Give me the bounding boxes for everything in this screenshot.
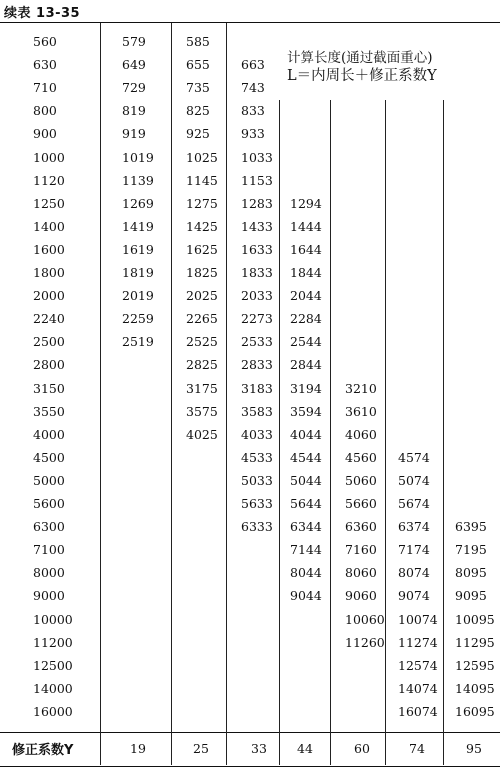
inner-circumference-cell: 12500 — [33, 657, 73, 673]
calculated-length-cell: 2533 — [241, 334, 273, 350]
column-rule — [171, 23, 172, 765]
calculated-length-cell: 729 — [122, 80, 146, 96]
calculated-length-cell: 3610 — [345, 403, 377, 419]
inner-circumference-cell: 11200 — [33, 634, 73, 650]
calculated-length-cell: 825 — [186, 103, 210, 119]
calculated-length-cell: 14095 — [455, 680, 495, 696]
calculated-length-cell: 585 — [186, 34, 210, 49]
correction-factor-value: 95 — [466, 741, 482, 756]
calculated-length-cell: 1153 — [241, 172, 273, 188]
calculated-length-cell: 1444 — [290, 218, 322, 234]
correction-factor-value: 33 — [251, 741, 267, 756]
calculated-length-cell: 3194 — [290, 380, 322, 396]
inner-circumference-cell: 2240 — [33, 311, 65, 327]
calculated-length-cell: 2044 — [290, 288, 322, 304]
calculated-length-cell: 6333 — [241, 519, 273, 535]
calculated-length-cell: 10095 — [455, 611, 495, 627]
footer-rule — [0, 732, 500, 733]
inner-circumference-cell: 2800 — [33, 357, 65, 373]
calculated-length-cell: 735 — [186, 80, 210, 96]
calculated-length-cell: 4533 — [241, 449, 273, 465]
calculated-length-cell: 2844 — [290, 357, 322, 373]
calculated-length-cell: 6395 — [455, 519, 487, 535]
calculated-length-cell: 5044 — [290, 472, 322, 488]
calculated-length-cell: 2825 — [186, 357, 218, 373]
inner-circumference-cell: 1600 — [33, 241, 65, 257]
calculated-length-cell: 1269 — [122, 195, 154, 211]
calculated-length-cell: 9095 — [455, 588, 487, 604]
calculated-length-cell: 1625 — [186, 241, 218, 257]
correction-factor-value: 44 — [297, 741, 313, 756]
calculated-length-cell: 7160 — [345, 542, 377, 558]
correction-factor-label: 修正系数Y — [12, 743, 74, 758]
calculated-length-cell: 1644 — [290, 241, 322, 257]
calculated-length-cell: 5074 — [398, 472, 430, 488]
calculated-length-cell: 1275 — [186, 195, 218, 211]
calculated-length-cell: 1019 — [122, 149, 154, 165]
calculated-length-cell: 5033 — [241, 472, 273, 488]
calculated-length-cell: 1619 — [122, 241, 154, 257]
calculated-length-cell: 2544 — [290, 334, 322, 350]
calculated-length-cell: 2019 — [122, 288, 154, 304]
calculated-length-cell: 1825 — [186, 265, 218, 280]
calculated-length-cell: 4033 — [241, 426, 273, 442]
calculated-length-cell: 1833 — [241, 265, 273, 280]
inner-circumference-cell: 4500 — [33, 449, 65, 465]
calculated-length-cell: 1844 — [290, 265, 322, 280]
column-rule — [385, 100, 386, 765]
calculated-length-cell: 1425 — [186, 218, 218, 234]
calculated-length-cell: 8060 — [345, 565, 377, 581]
calculated-length-cell: 6344 — [290, 519, 322, 535]
inner-circumference-cell: 900 — [33, 126, 57, 142]
calculated-length-cell: 11295 — [455, 634, 495, 650]
calculated-length-cell: 1145 — [186, 172, 218, 188]
calculated-length-cell: 4025 — [186, 426, 218, 442]
calculated-length-cell: 3583 — [241, 403, 273, 419]
calculated-length-cell: 4574 — [398, 449, 430, 465]
calculated-length-cell: 579 — [122, 34, 146, 49]
calculated-length-cell: 14074 — [398, 680, 438, 696]
calculated-length-cell: 4560 — [345, 449, 377, 465]
calculated-length-cell: 2265 — [186, 311, 218, 327]
inner-circumference-cell: 6300 — [33, 519, 65, 535]
calculated-length-cell: 1139 — [122, 172, 154, 188]
column-rule — [279, 100, 280, 765]
calculated-length-cell: 3575 — [186, 403, 218, 419]
correction-factor-value: 19 — [130, 741, 146, 756]
calculated-length-cell: 8074 — [398, 565, 430, 581]
inner-circumference-cell: 10000 — [33, 611, 73, 627]
calculated-length-cell: 8044 — [290, 565, 322, 581]
calculated-length-cell: 8095 — [455, 565, 487, 581]
inner-circumference-cell: 710 — [33, 80, 57, 96]
inner-circumference-cell: 5600 — [33, 496, 65, 511]
bottom-rule — [0, 766, 500, 767]
inner-circumference-cell: 14000 — [33, 680, 73, 696]
inner-circumference-cell: 1120 — [33, 172, 65, 188]
calculated-length-cell: 1419 — [122, 218, 154, 234]
inner-circumference-cell: 4000 — [33, 426, 65, 442]
correction-factor-value: 60 — [354, 741, 370, 756]
calculated-length-cell: 11274 — [398, 634, 438, 650]
calculated-length-cell: 3594 — [290, 403, 322, 419]
calculated-length-cell: 5060 — [345, 472, 377, 488]
calculated-length-cell: 663 — [241, 57, 265, 73]
inner-circumference-cell: 2500 — [33, 334, 65, 350]
calculated-length-cell: 925 — [186, 126, 210, 142]
table-caption: 续表 13-35 — [4, 6, 81, 21]
calculated-length-cell: 12595 — [455, 657, 495, 673]
calculated-length-cell: 2259 — [122, 311, 154, 327]
calculated-length-cell: 2833 — [241, 357, 273, 373]
inner-circumference-cell: 800 — [33, 103, 57, 119]
calculated-length-cell: 933 — [241, 126, 265, 142]
inner-circumference-cell: 16000 — [33, 703, 73, 719]
calculated-length-cell: 16074 — [398, 703, 438, 719]
calculated-length-cell: 10074 — [398, 611, 438, 627]
calculated-length-cell: 9044 — [290, 588, 322, 604]
calculated-length-cell: 833 — [241, 103, 265, 119]
calculated-length-cell: 649 — [122, 57, 146, 73]
inner-circumference-cell: 3150 — [33, 380, 65, 396]
note-line-1: 计算长度(通过截面重心) — [287, 50, 433, 66]
inner-circumference-cell: 1400 — [33, 218, 65, 234]
column-rule — [226, 23, 227, 765]
inner-circumference-cell: 1000 — [33, 149, 65, 165]
top-rule — [0, 22, 500, 23]
calculated-length-cell: 3210 — [345, 380, 377, 396]
inner-circumference-cell: 3550 — [33, 403, 65, 419]
calculated-length-cell: 5633 — [241, 496, 273, 511]
calculated-length-cell: 5674 — [398, 496, 430, 511]
calculated-length-cell: 743 — [241, 80, 265, 96]
calculated-length-cell: 5660 — [345, 496, 377, 511]
calculated-length-cell: 2025 — [186, 288, 218, 304]
calculated-length-cell: 11260 — [345, 634, 385, 650]
calculated-length-cell: 7195 — [455, 542, 487, 558]
calculated-length-cell: 16095 — [455, 703, 495, 719]
calculated-length-cell: 2284 — [290, 311, 322, 327]
column-rule — [443, 100, 444, 765]
inner-circumference-cell: 630 — [33, 57, 57, 73]
calculated-length-cell: 3183 — [241, 380, 273, 396]
calculated-length-cell: 819 — [122, 103, 146, 119]
calculated-length-cell: 655 — [186, 57, 210, 73]
inner-circumference-cell: 7100 — [33, 542, 65, 558]
correction-factor-value: 74 — [409, 741, 425, 756]
calculated-length-cell: 4060 — [345, 426, 377, 442]
correction-factor-value: 25 — [193, 741, 209, 756]
calculated-length-cell: 12574 — [398, 657, 438, 673]
calculated-length-cell: 6360 — [345, 519, 377, 535]
calculated-length-cell: 2033 — [241, 288, 273, 304]
calculated-length-cell: 2273 — [241, 311, 273, 327]
calculated-length-cell: 1633 — [241, 241, 273, 257]
inner-circumference-cell: 1800 — [33, 265, 65, 280]
calculated-length-cell: 4544 — [290, 449, 322, 465]
calculated-length-cell: 1025 — [186, 149, 218, 165]
calculated-length-cell: 1033 — [241, 149, 273, 165]
calculated-length-cell: 5644 — [290, 496, 322, 511]
note-line-2: L＝内周长＋修正系数Y — [287, 68, 437, 84]
calculated-length-cell: 2519 — [122, 334, 154, 350]
inner-circumference-cell: 5000 — [33, 472, 65, 488]
calculated-length-cell: 10060 — [345, 611, 385, 627]
calculated-length-cell: 919 — [122, 126, 146, 142]
calculated-length-cell: 1433 — [241, 218, 273, 234]
calculated-length-cell: 1294 — [290, 195, 322, 211]
calculated-length-cell: 2525 — [186, 334, 218, 350]
column-rule — [330, 100, 331, 765]
inner-circumference-cell: 8000 — [33, 565, 65, 581]
calculated-length-cell: 9060 — [345, 588, 377, 604]
inner-circumference-cell: 9000 — [33, 588, 65, 604]
calculated-length-cell: 3175 — [186, 380, 218, 396]
calculated-length-cell: 9074 — [398, 588, 430, 604]
column-rule — [100, 23, 101, 765]
calculated-length-cell: 7174 — [398, 542, 430, 558]
inner-circumference-cell: 560 — [33, 34, 57, 49]
inner-circumference-cell: 1250 — [33, 195, 65, 211]
calculated-length-cell: 6374 — [398, 519, 430, 535]
inner-circumference-cell: 2000 — [33, 288, 65, 304]
calculated-length-cell: 1819 — [122, 265, 154, 280]
calculated-length-cell: 4044 — [290, 426, 322, 442]
calculated-length-cell: 7144 — [290, 542, 322, 558]
calculated-length-cell: 1283 — [241, 195, 273, 211]
